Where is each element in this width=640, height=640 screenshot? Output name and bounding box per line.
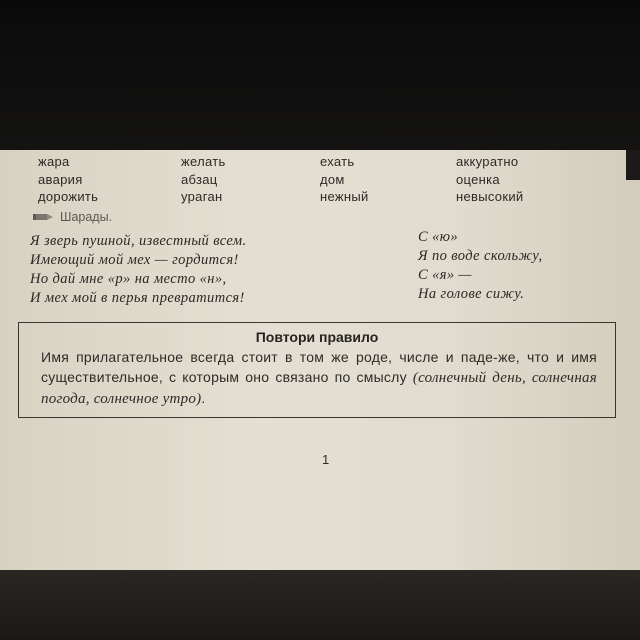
riddles-heading-text: Шарады. bbox=[60, 210, 113, 224]
word: дом bbox=[320, 171, 345, 187]
rule-body: Имя прилагательное всегда стоит в том же роде, числе и паде-же, что и имя существительное, с которым оно связано по смыслу bbox=[41, 349, 597, 385]
word: ехать bbox=[320, 154, 355, 169]
poem-line: На голове сижу. bbox=[418, 286, 525, 302]
page-number: 1 bbox=[322, 452, 330, 467]
riddle-left bbox=[30, 232, 247, 308]
dark-background-top bbox=[0, 0, 640, 150]
word: оценка bbox=[456, 171, 500, 187]
book-page bbox=[0, 150, 640, 570]
word-column-3 bbox=[320, 153, 369, 206]
word: аккуратно bbox=[456, 154, 519, 169]
rule-examples: (солнечный день, солнечная погода, солнечное утро) bbox=[41, 370, 597, 407]
dark-background-bottom bbox=[0, 570, 640, 640]
word: ураган bbox=[181, 189, 223, 204]
poem-line: Я зверь пушной, известный всем. bbox=[30, 233, 247, 249]
word: авария bbox=[38, 171, 83, 187]
word: желать bbox=[181, 154, 226, 169]
page-edge-shadow bbox=[626, 150, 640, 180]
riddle-right bbox=[418, 228, 543, 304]
word-column-4 bbox=[456, 153, 523, 206]
poem-line: И мех мой в перья превратится! bbox=[30, 290, 245, 306]
riddles-heading bbox=[32, 210, 112, 224]
poem-line: С «я» — bbox=[418, 267, 472, 283]
poem-line: С «ю» bbox=[418, 229, 459, 245]
word: дорожить bbox=[38, 189, 99, 204]
rule-text bbox=[41, 347, 597, 409]
word: нежный bbox=[320, 189, 369, 204]
word: абзац bbox=[181, 171, 218, 187]
rule-end: . bbox=[201, 390, 206, 406]
rule-box bbox=[18, 322, 616, 418]
word-column-2 bbox=[181, 153, 226, 206]
word: жара bbox=[38, 154, 70, 169]
poem-line: Имеющий мой мех — гордится! bbox=[30, 252, 239, 268]
poem-line: Я по воде скольжу, bbox=[418, 248, 543, 264]
poem-line: Но дай мне «р» на место «н», bbox=[30, 271, 227, 287]
rule-title: Повтори правило bbox=[255, 329, 379, 345]
word-column-1 bbox=[38, 153, 98, 206]
word: невысокий bbox=[456, 189, 524, 204]
pencil-icon bbox=[32, 212, 54, 222]
